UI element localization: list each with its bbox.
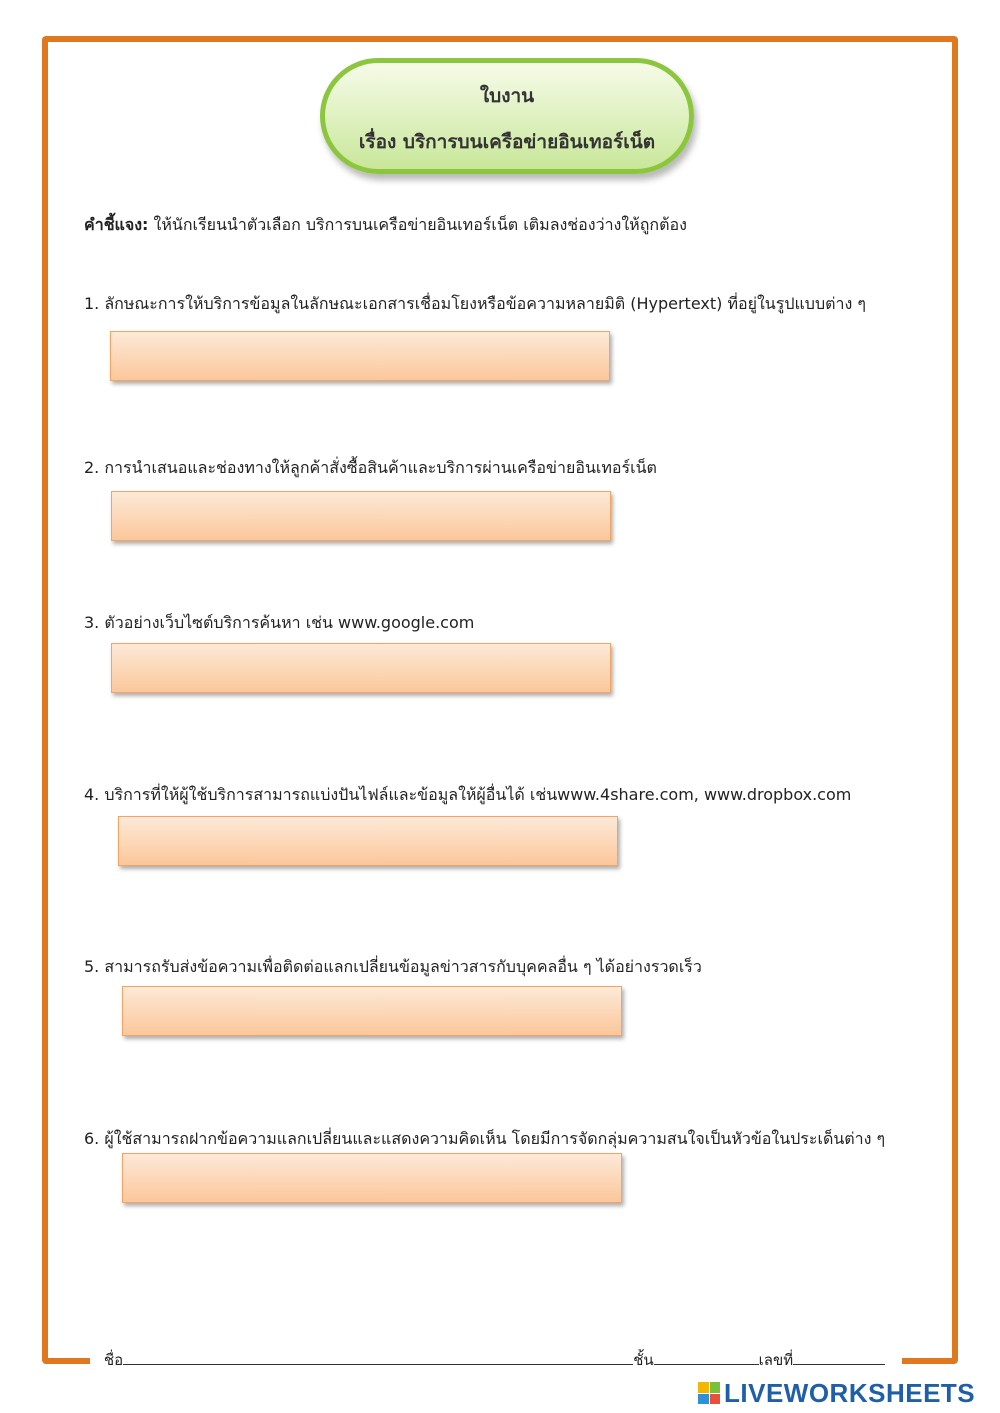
answer-box-5[interactable] [122, 986, 622, 1036]
title-banner [320, 58, 694, 174]
question-2: 2. การนำเสนอและช่องทางให้ลูกค้าสั่งซื้อสินค้าและบริการผ่านเครือข่ายอินเทอร์เน็ต [84, 458, 657, 477]
brand-logo [698, 1378, 975, 1408]
answer-box-2[interactable] [111, 491, 611, 541]
class-label: ชั้น [633, 1351, 654, 1369]
answer-box-1[interactable] [110, 331, 610, 381]
answer-box-3[interactable] [111, 643, 611, 693]
instruction [84, 213, 687, 238]
brand-name: LIVEWORKSHEETS [724, 1377, 976, 1408]
question-3: 3. ตัวอย่างเว็บไซต์บริการค้นหา เช่น www.google.com [84, 613, 475, 632]
worksheet-subtitle: เรื่อง บริการบนเครือข่ายอินเทอร์เน็ต [358, 131, 656, 153]
answer-box-6[interactable] [122, 1153, 622, 1203]
question-4: 4. บริการที่ให้ผู้ใช้บริการสามารถแบ่งปันไฟล์และข้อมูลให้ผู้อื่นได้ เช่นwww.4share.com, www.dropbox.com [84, 785, 852, 804]
question-1: 1. ลักษณะการให้บริการข้อมูลในลักษณะเอกสารเชื่อมโยงหรือข้อความหลายมิติ (Hypertext) ที่อยู่ในรูปแบบต่าง ๆ [84, 294, 866, 313]
brand-mark-icon [698, 1382, 720, 1404]
question-6: 6. ผู้ใช้สามารถฝากข้อความแลกเปลี่ยนและแสดงความคิดเห็น โดยมีการจัดกลุ่มความสนใจเป็นหัวข้อในประเด็นต่าง ๆ [84, 1129, 886, 1148]
answer-box-4[interactable] [118, 816, 618, 866]
name-label: ชื่อ [104, 1351, 124, 1369]
worksheet-title: ใบงาน [479, 85, 535, 107]
name-line [123, 1350, 633, 1365]
instruction-label: คำชี้แจง: [84, 215, 149, 234]
question-5: 5. สามารถรับส่งข้อความเพื่อติดต่อแลกเปลี่ยนข้อมูลข่าวสารกับบุคคลอื่น ๆ ได้อย่างรวดเร็ว [84, 957, 702, 976]
student-info [104, 1348, 885, 1372]
number-label: เลขที่ [758, 1351, 794, 1369]
instruction-text: ให้นักเรียนนำตัวเลือก บริการบนเครือข่ายอินเทอร์เน็ต เติมลงช่องว่างให้ถูกต้อง [148, 215, 687, 234]
class-line [654, 1350, 759, 1365]
number-line [793, 1350, 885, 1365]
